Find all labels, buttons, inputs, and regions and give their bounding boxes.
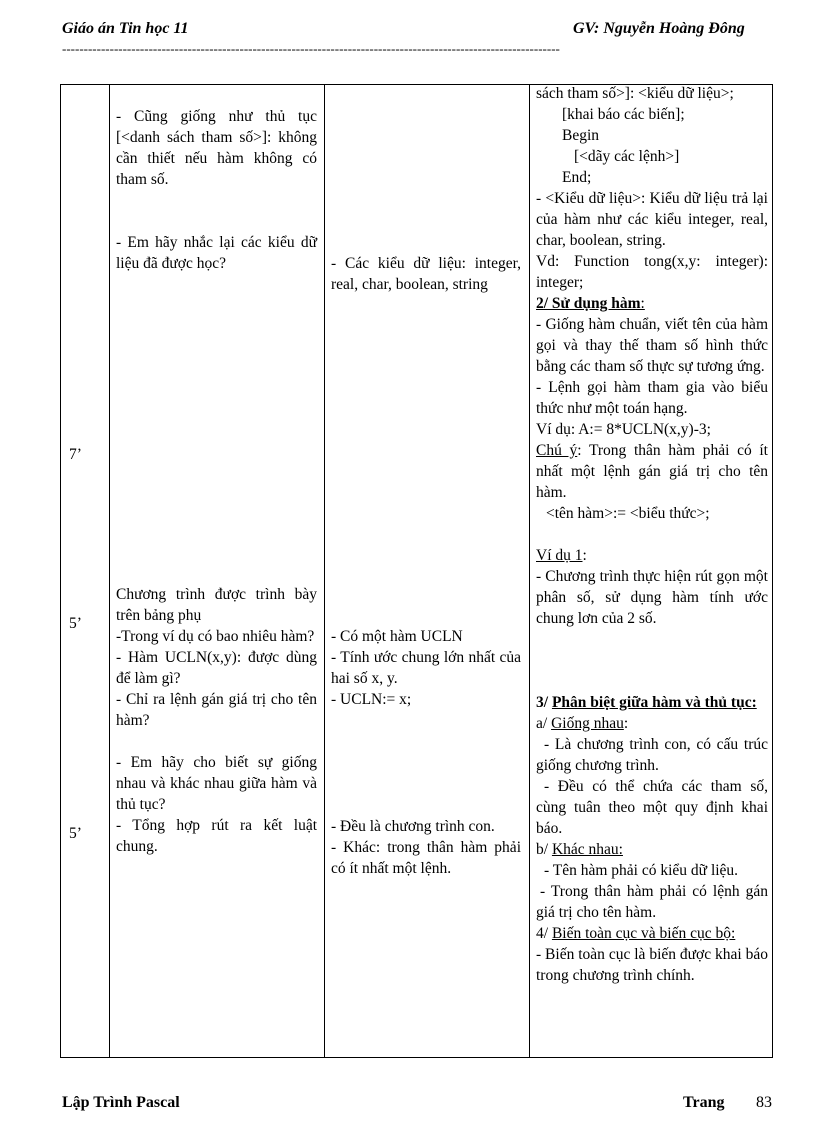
note-label: Chú ý xyxy=(536,442,578,459)
sub-a-label: a/ xyxy=(536,715,548,732)
content-text: - Là chương trình con, có cấu trúc giống chương trình. xyxy=(536,736,768,774)
sub-b-heading: Khác nhau: xyxy=(551,841,623,858)
time-cell-3: 5’ xyxy=(69,825,82,842)
column-divider-2 xyxy=(324,85,325,1057)
student-text: - Có một hàm UCLN xyxy=(331,628,463,645)
content-text: <tên hàm>:= <biểu thức>; xyxy=(546,505,710,522)
example-1-colon: : xyxy=(582,547,587,564)
subsection-heading xyxy=(536,839,768,860)
note-text: : Trong thân hàm phải có ít nhất một lệnh gán giá trị cho tên hàm. xyxy=(536,442,768,501)
time-cell-2: 5’ xyxy=(69,615,82,632)
content-text: - Chương trình thực hiện rút gọn một phân số, sử dụng hàm tính ước chung lơn của 2 số. xyxy=(536,568,768,627)
content-text: End; xyxy=(562,169,592,186)
footer-title: Lập Trình Pascal xyxy=(62,1094,180,1111)
sub-b-label: b/ xyxy=(536,841,549,858)
note-paragraph xyxy=(536,440,768,503)
section-3-number: 3/ xyxy=(536,694,549,711)
content-column xyxy=(536,83,768,986)
example-heading xyxy=(536,545,768,566)
teacher-text: Chương trình được trình bày trên bảng phụ xyxy=(116,586,317,624)
column-divider-3 xyxy=(529,85,530,1057)
teacher-text: -Trong ví dụ có bao nhiêu hàm? xyxy=(116,628,315,645)
teacher-text: - Cũng giống như thủ tục [<danh sách tham số>]: không cần thiết nếu hàm không có tham số. xyxy=(116,108,317,188)
teacher-text: - Tổng hợp rút ra kết luật chung. xyxy=(116,817,317,855)
content-text: - <Kiểu dữ liệu>: Kiểu dữ liệu trả lại của hàm như các kiểu integer, real, char, boolean, string. xyxy=(536,190,768,249)
section-heading xyxy=(536,923,768,944)
content-text: [khai báo các biến]; xyxy=(562,106,685,123)
content-text: - Tên hàm phải có kiểu dữ liệu. xyxy=(544,862,739,879)
sub-a-heading: Giống nhau xyxy=(551,715,624,732)
time-cell-1: 7’ xyxy=(69,446,82,463)
column-divider-1 xyxy=(109,85,110,1057)
teacher-text: - Chỉ ra lệnh gán giá trị cho tên hàm? xyxy=(116,691,317,729)
content-text: Ví dụ: A:= 8*UCLN(x,y)-3; xyxy=(536,421,711,438)
content-text: [<dãy các lệnh>] xyxy=(574,148,680,165)
content-text: sách tham số>]: <kiểu dữ liệu>; xyxy=(536,85,734,102)
student-text: - UCLN:= x; xyxy=(331,691,412,708)
footer-page-number: 83 xyxy=(756,1094,772,1111)
page-header-left: Giáo án Tin học 11 xyxy=(62,20,189,37)
student-text: - Tính ước chung lớn nhất của hai số x, y. xyxy=(331,649,521,687)
footer-page-label: Trang xyxy=(683,1094,725,1111)
section-2-heading: 2/ Sử dụng hàm xyxy=(536,295,641,312)
student-text: - Đều là chương trình con. xyxy=(331,818,495,835)
section-4-heading: Biến toàn cục và biến cục bộ xyxy=(551,925,731,942)
section-4-colon: : xyxy=(730,925,736,942)
student-text: - Khác: trong thân hàm phải có ít nhất một lệnh. xyxy=(331,839,521,877)
lesson-table xyxy=(60,84,773,1058)
page-header-right: GV: Nguyễn Hoàng Đông xyxy=(573,20,745,37)
section-2-colon: : xyxy=(640,295,645,312)
student-activity-column xyxy=(331,85,521,879)
section-heading xyxy=(536,692,768,713)
section-4-label: 4/ xyxy=(536,925,549,942)
sub-a-colon: : xyxy=(623,715,629,732)
content-text: - Đều có thể chứa các tham số, cùng tuân theo một quy định khai báo. xyxy=(536,778,768,837)
subsection-heading xyxy=(536,713,768,734)
student-text: - Các kiểu dữ liệu: integer, real, char, boolean, string xyxy=(331,255,521,293)
teacher-text: - Hàm UCLN(x,y): được dùng để làm gì? xyxy=(116,649,317,687)
content-text: - Biến toàn cục là biến được khai báo trong chương trình chính. xyxy=(536,946,768,984)
content-text: - Lệnh gọi hàm tham gia vào biểu thức như một toán hạng. xyxy=(536,379,768,417)
content-text: Vd: Function tong(x,y: integer): integer; xyxy=(536,253,768,291)
header-dashed-rule: ------------------------------------------------------------------------------------------------------------------- xyxy=(62,42,560,56)
content-text: - Giống hàm chuẩn, viết tên của hàm gọi và thay thế tham số hình thức bằng các tham số thực sự tương ứng. xyxy=(536,316,768,375)
teacher-text: - Em hãy nhắc lại các kiểu dữ liệu đã được học? xyxy=(116,234,317,272)
content-text: - Trong thân hàm phải có lệnh gán giá trị cho tên hàm. xyxy=(536,883,768,921)
teacher-text: - Em hãy cho biết sự giống nhau và khác nhau giữa hàm và thủ tục? xyxy=(116,754,317,813)
content-text: Begin xyxy=(562,127,600,144)
teacher-activity-column xyxy=(116,106,317,857)
section-heading xyxy=(536,293,768,314)
example-1-label: Ví dụ 1 xyxy=(536,547,583,564)
section-3-heading: Phân biệt giữa hàm và thủ tục: xyxy=(551,694,757,711)
